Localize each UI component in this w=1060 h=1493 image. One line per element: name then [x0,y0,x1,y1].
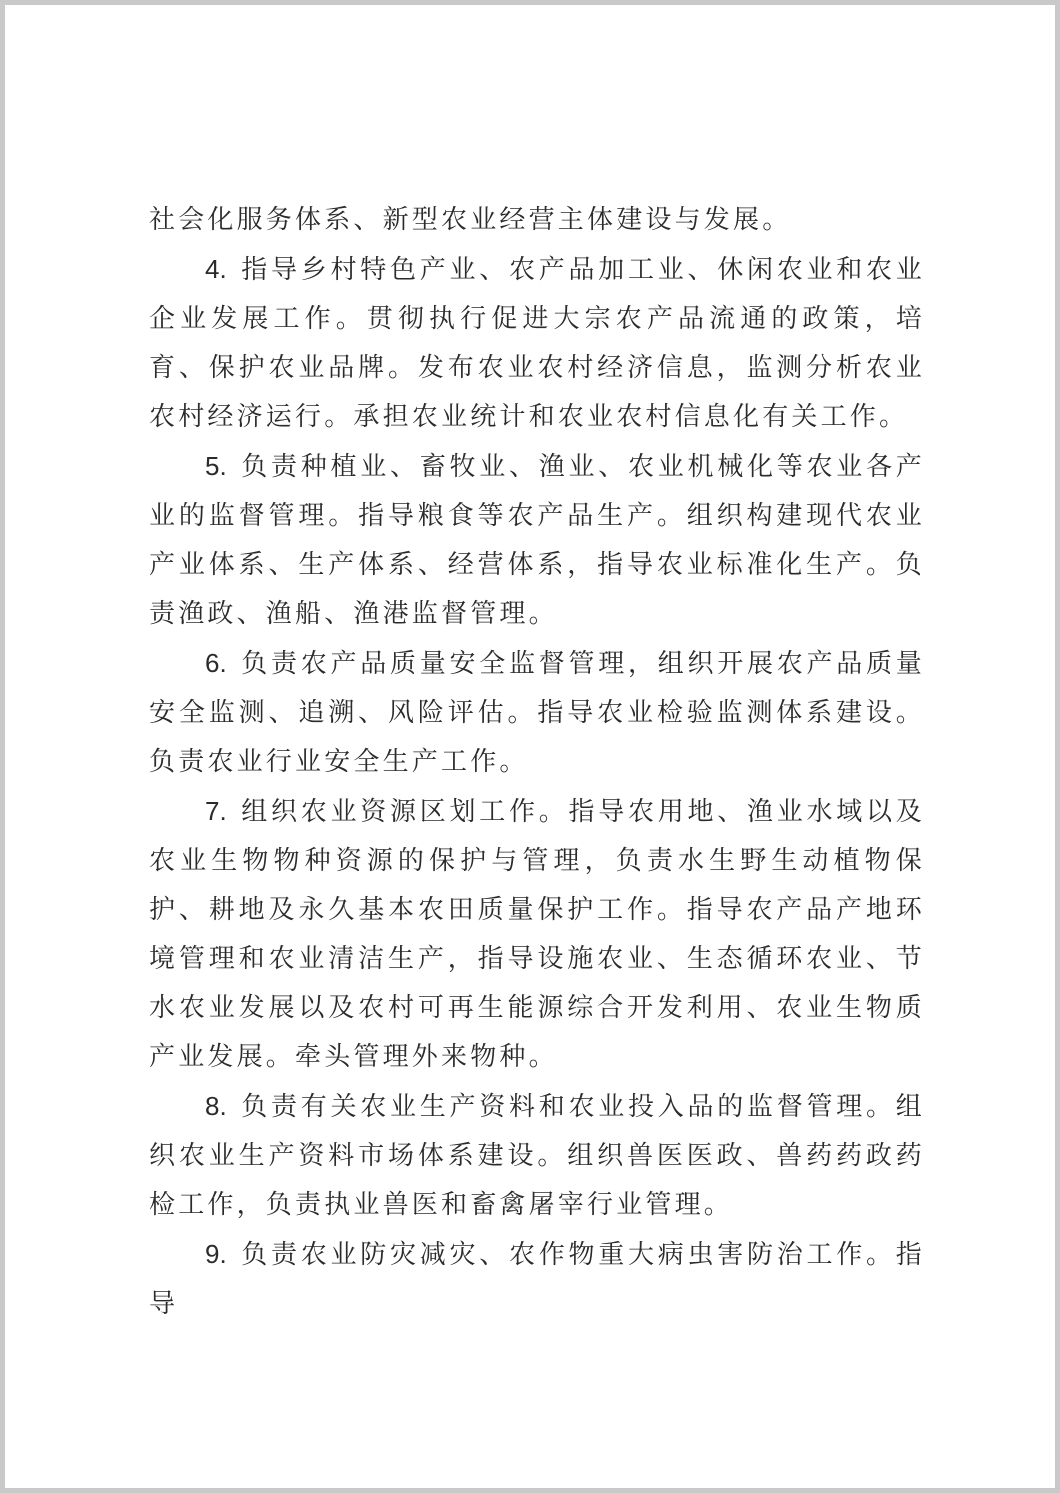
paragraph-number: 4. [205,254,227,284]
paragraph-text: 社会化服务体系、新型农业经营主体建设与发展。 [149,205,792,235]
paragraph-item-4 [149,245,925,442]
paragraph-text: 组织农业资源区划工作。指导农用地、渔业水域以及农业生物物种资源的保护与管理，负责水生野生动植物保护、耕地及永久基本农田质量保护工作。指导农产品产地环境管理和农业清洁生产，指导设施农业、生态循环农业、节水农业发展以及农村可再生能源综合开发利用、农业生物质产业发展。牵头管理外来物种。 [149,797,925,1072]
paragraph-text: 负责农产品质量安全监督管理，组织开展农产品质量安全监测、追溯、风险评估。指导农业检验监测体系建设。负责农业行业安全生产工作。 [149,649,925,777]
paragraph-number: 5. [205,451,227,481]
paragraph-text: 负责农业防灾减灾、农作物重大病虫害防治工作。指导 [149,1240,925,1319]
paragraph-item-8 [149,1082,925,1230]
paragraph-item-9 [149,1230,925,1329]
paragraph-item-5 [149,442,925,639]
document-body [149,196,925,1329]
paragraph-text: 指导乡村特色产业、农产品加工业、休闲农业和农业企业发展工作。贯彻执行促进大宗农产品流通的政策，培育、保护农业品牌。发布农业农村经济信息，监测分析农业农村经济运行。承担农业统计和农业农村信息化有关工作。 [149,255,925,432]
paragraph-number: 7. [205,796,227,826]
paragraph-item-6 [149,639,925,787]
paragraph-number: 9. [205,1239,227,1269]
paragraph-item-7 [149,787,925,1082]
paragraph-number: 8. [205,1091,227,1121]
paragraph-text: 负责有关农业生产资料和农业投入品的监督管理。组织农业生产资料市场体系建设。组织兽医医政、兽药药政药检工作，负责执业兽医和畜禽屠宰行业管理。 [149,1092,925,1220]
paragraph-number: 6. [205,648,227,678]
paragraph-continuation [149,196,925,245]
paragraph-text: 负责种植业、畜牧业、渔业、农业机械化等农业各产业的监督管理。指导粮食等农产品生产。组织构建现代农业产业体系、生产体系、经营体系，指导农业标准化生产。负责渔政、渔船、渔港监督管理。 [149,452,925,629]
